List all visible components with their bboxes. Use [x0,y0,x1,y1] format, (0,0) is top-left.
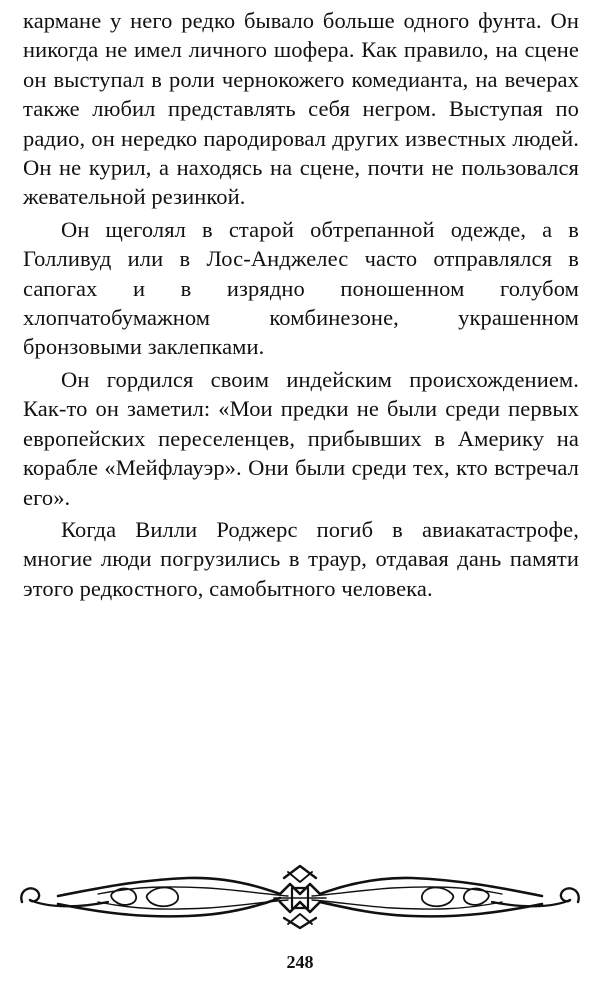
paragraph-1: кармане у него редко бывало больше одного фунта. Он никогда не имел личного шофера. Как правило, на сцене он выступал в роли чернокожего комедианта, на вечерах также любил представлять себя негром. Выступая по радио, он нередко пародировал других известных людей. Он не курил, а находясь на сцене, почти не пользовался жевательной резинкой. [23,8,579,210]
paragraph-2: Он щеголял в старой обтрепанной одежде, а в Голливуд или в Лос-Анджелес часто отправлялся в сапогах и в изрядно поношенном голубом хлопчатобумажном комбинезоне, украшенном бронзовыми заклепками. [23,216,579,360]
celtic-knot-ornament-icon [18,858,582,930]
page-number: 248 [286,952,314,972]
paragraph-4: Когда Вилли Роджерс погиб в авиакатастрофе, многие люди погрузились в траур, отдавая дань памяти этого редкостного, самобытного человека. [23,516,579,601]
paragraph-3: Он гордился своим индейским происхождением. Как-то он заметил: «Мои предки не были среди первых европейских переселенцев, прибывших в Америку на корабле «Мейфлауэр». Они были среди тех, кто встречал его». [23,366,579,510]
body-text [23,6,579,603]
